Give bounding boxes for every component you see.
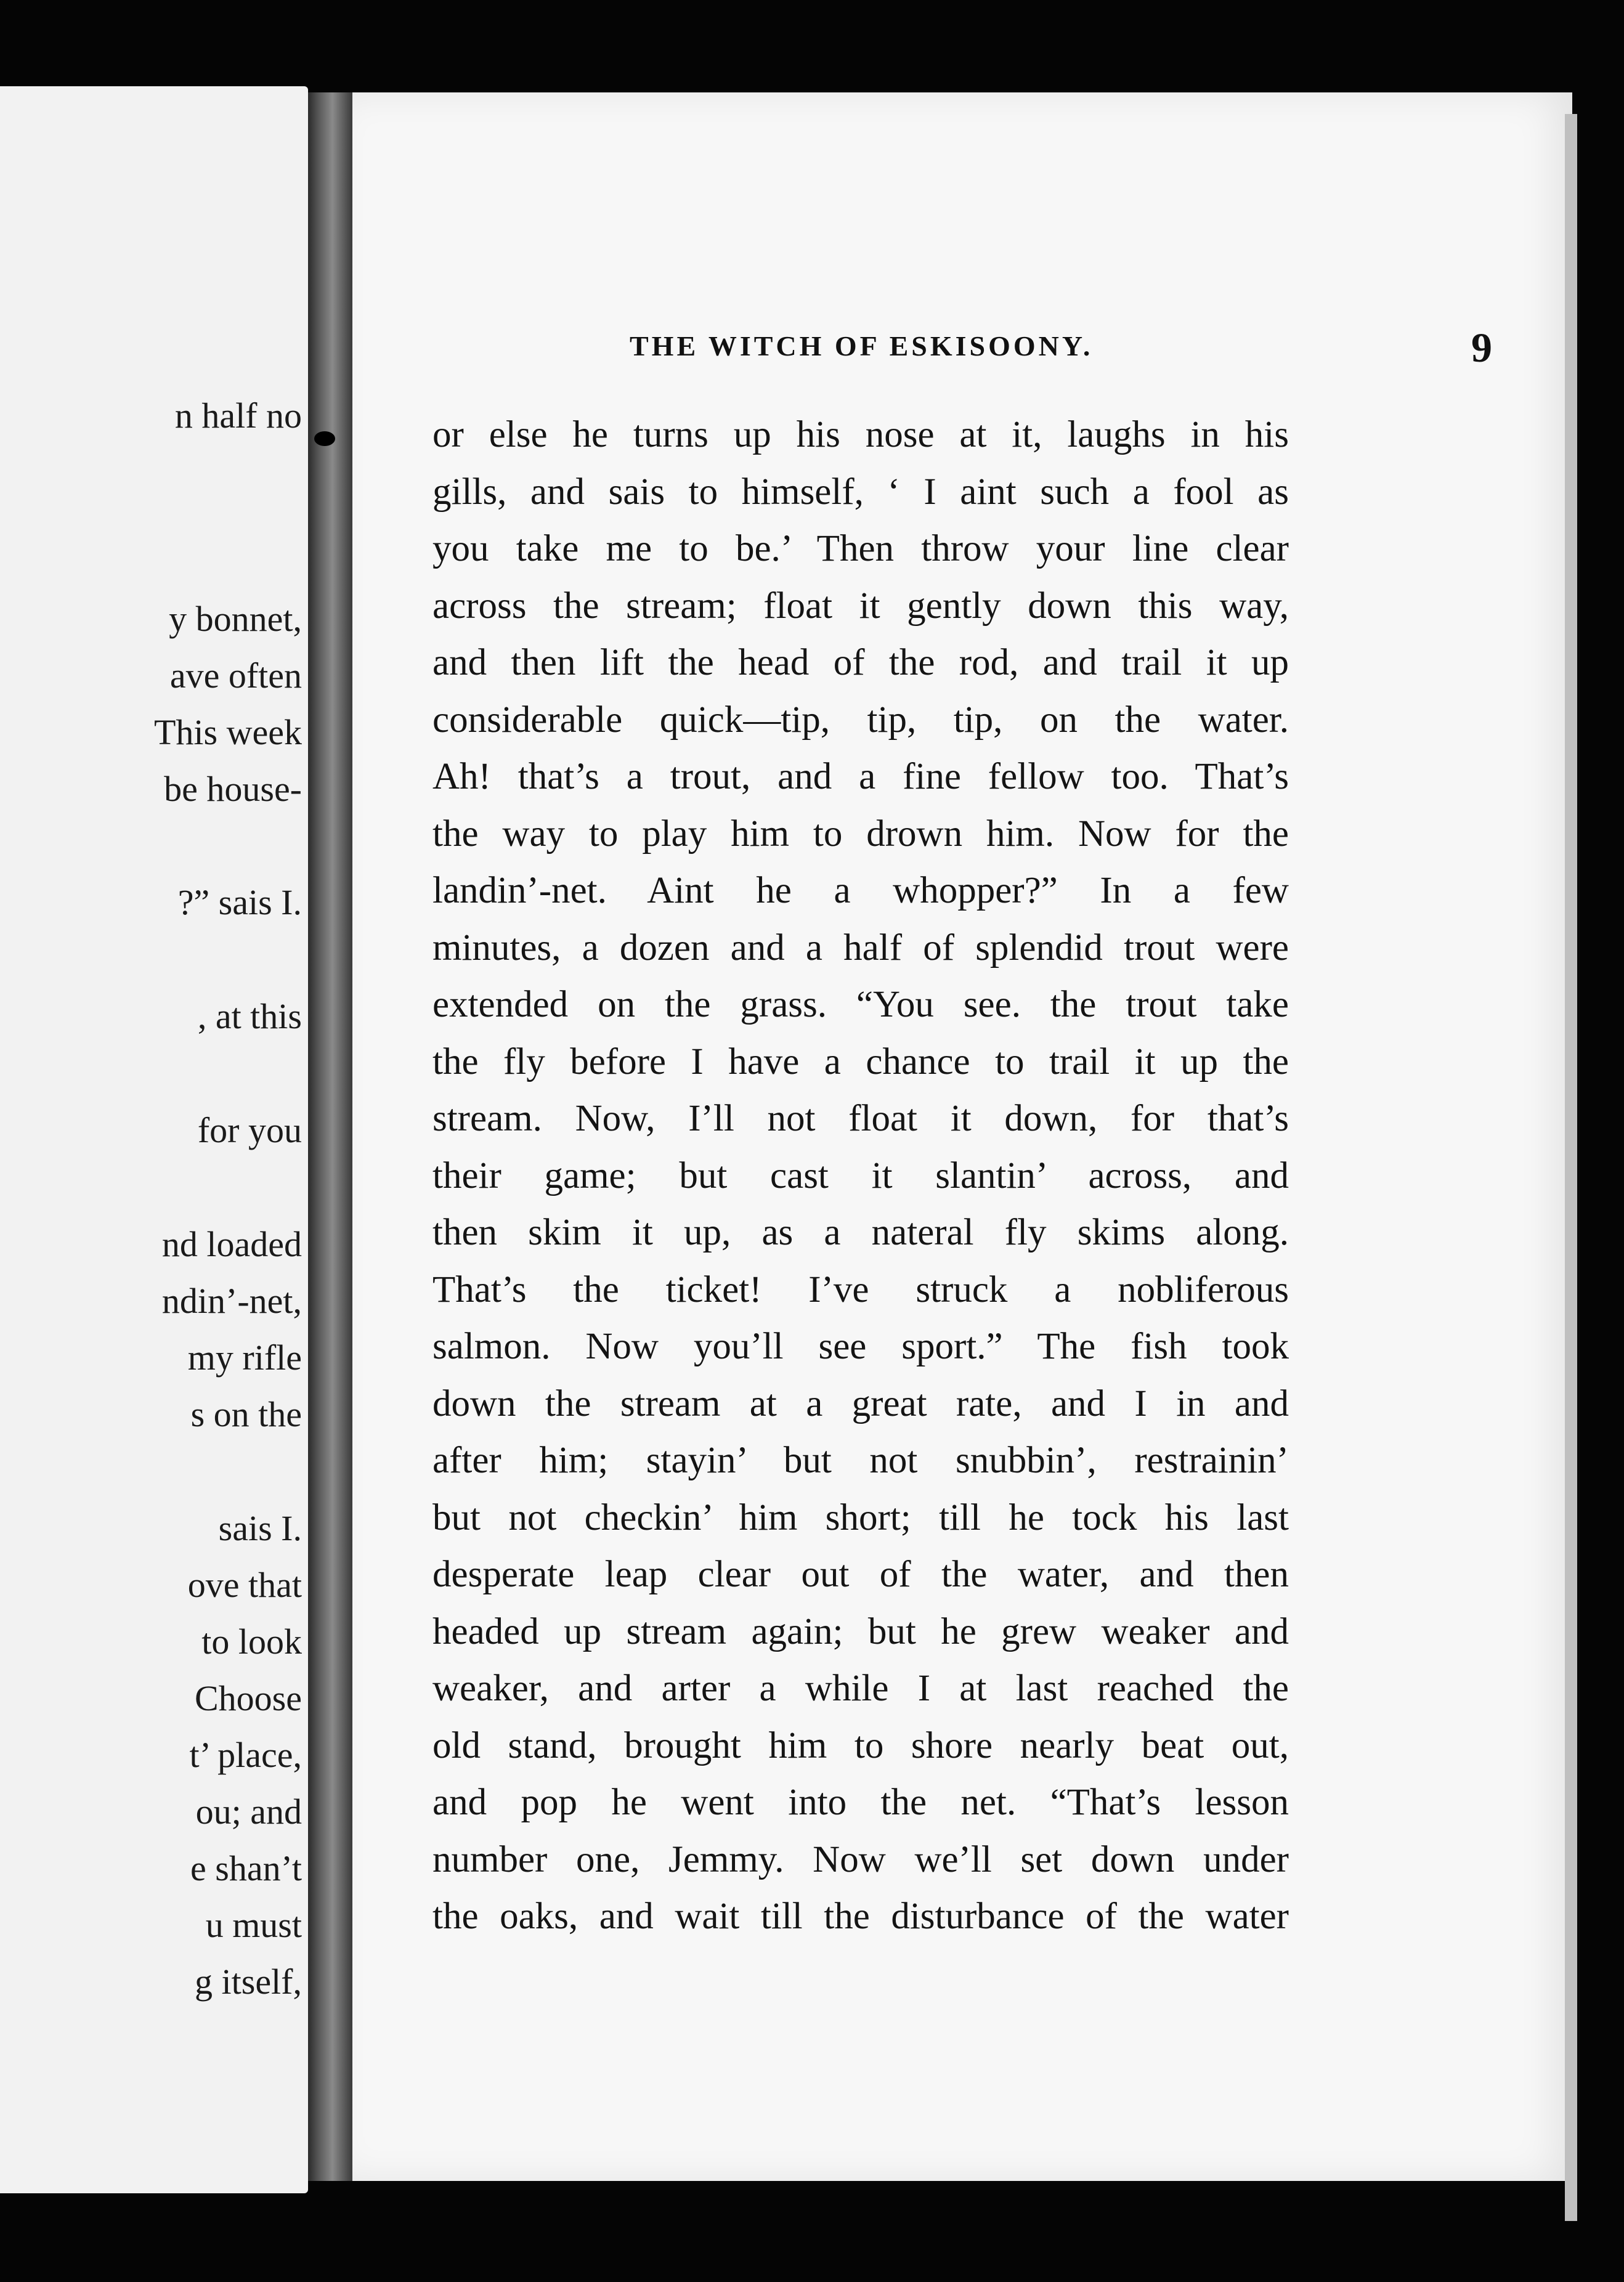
left-page-line: u must [205, 1905, 302, 1945]
text-line: the oaks, and wait till the disturbance of the water [432, 1896, 1289, 1937]
body-text [432, 407, 1289, 1946]
left-page-line: t’ place, [189, 1735, 302, 1775]
text-line: landin’-net. Aint he a whopper?” In a few [432, 870, 1289, 911]
left-page-line: ou; and [195, 1792, 302, 1832]
text-line: down the stream at a great rate, and I in and [432, 1383, 1289, 1424]
left-page-line: y bonnet, [169, 599, 302, 639]
binding-mark [314, 431, 335, 446]
text-line: or else he turns up his nose at it, laughs in his [432, 414, 1289, 455]
text-line: minutes, a dozen and a half of splendid trout were [432, 927, 1289, 968]
left-page-line: ?” sais I. [177, 882, 302, 922]
left-page-line: Choose [195, 1678, 302, 1718]
page-header [445, 324, 1492, 385]
text-line: you take me to be.’ Then throw your line clear [432, 528, 1289, 569]
text-line: stream. Now, I’ll not float it down, for that’s [432, 1098, 1289, 1139]
book-gutter [308, 92, 352, 2181]
left-page-line: e shan’t [190, 1848, 302, 1888]
text-line: That’s the ticket! I’ve struck a nobliferous [432, 1269, 1289, 1310]
left-page-line: to look [201, 1622, 302, 1662]
left-page-line: my rifle [187, 1338, 302, 1378]
text-line: the fly before I have a chance to trail it up the [432, 1041, 1289, 1082]
left-page-line: be house- [164, 769, 302, 809]
text-line: number one, Jemmy. Now we’ll set down under [432, 1838, 1289, 1880]
text-line: across the stream; float it gently down this way, [432, 585, 1289, 627]
left-page-line: sais I. [218, 1508, 302, 1548]
left-page-line: s on the [190, 1394, 302, 1434]
left-page-line: ove that [187, 1565, 302, 1605]
left-page-line: n half no [174, 396, 302, 436]
left-page-line: ndin’-net, [161, 1281, 302, 1321]
left-page-line: for you [197, 1110, 302, 1150]
text-line: and pop he went into the net. “That’s lesson [432, 1782, 1289, 1823]
text-line: after him; stayin’ but not snubbin’, restrainin’ [432, 1440, 1289, 1481]
left-page-line: This week [154, 712, 302, 752]
text-line: then skim it up, as a nateral fly skims along. [432, 1212, 1289, 1253]
left-page [0, 86, 308, 2193]
left-page-line: g itself, [195, 1962, 302, 2002]
text-line: their game; but cast it slantin’ across, and [432, 1155, 1289, 1196]
text-line: extended on the grass. “You see. the trout take [432, 984, 1289, 1025]
text-line: considerable quick—tip, tip, tip, on the water. [432, 699, 1289, 741]
text-line: headed up stream again; but he grew weaker and [432, 1610, 1289, 1652]
left-page-line: , at this [197, 996, 302, 1036]
text-line: and then lift the head of the rod, and trail it up [432, 642, 1289, 683]
left-page-line: ave often [169, 656, 302, 696]
text-line: gills, and sais to himself, ‘ I aint such a fool as [432, 471, 1289, 513]
running-title: THE WITCH OF ESKISOONY. [630, 330, 1094, 362]
text-line: the way to play him to drown him. Now for the [432, 813, 1289, 855]
page-edge [1565, 114, 1577, 2221]
text-line: weaker, and arter a while I at last reached the [432, 1668, 1289, 1709]
text-line: old stand, brought him to shore nearly beat out, [432, 1724, 1289, 1766]
right-page [352, 92, 1572, 2181]
text-line: desperate leap clear out of the water, and then [432, 1554, 1289, 1595]
text-line: but not checkin’ him short; till he tock his last [432, 1496, 1289, 1538]
left-page-line: nd loaded [161, 1224, 302, 1264]
page-number: 9 [1471, 324, 1492, 371]
text-line: Ah! that’s a trout, and a fine fellow too. That’s [432, 756, 1289, 797]
text-line: salmon. Now you’ll see sport.” The fish took [432, 1326, 1289, 1367]
